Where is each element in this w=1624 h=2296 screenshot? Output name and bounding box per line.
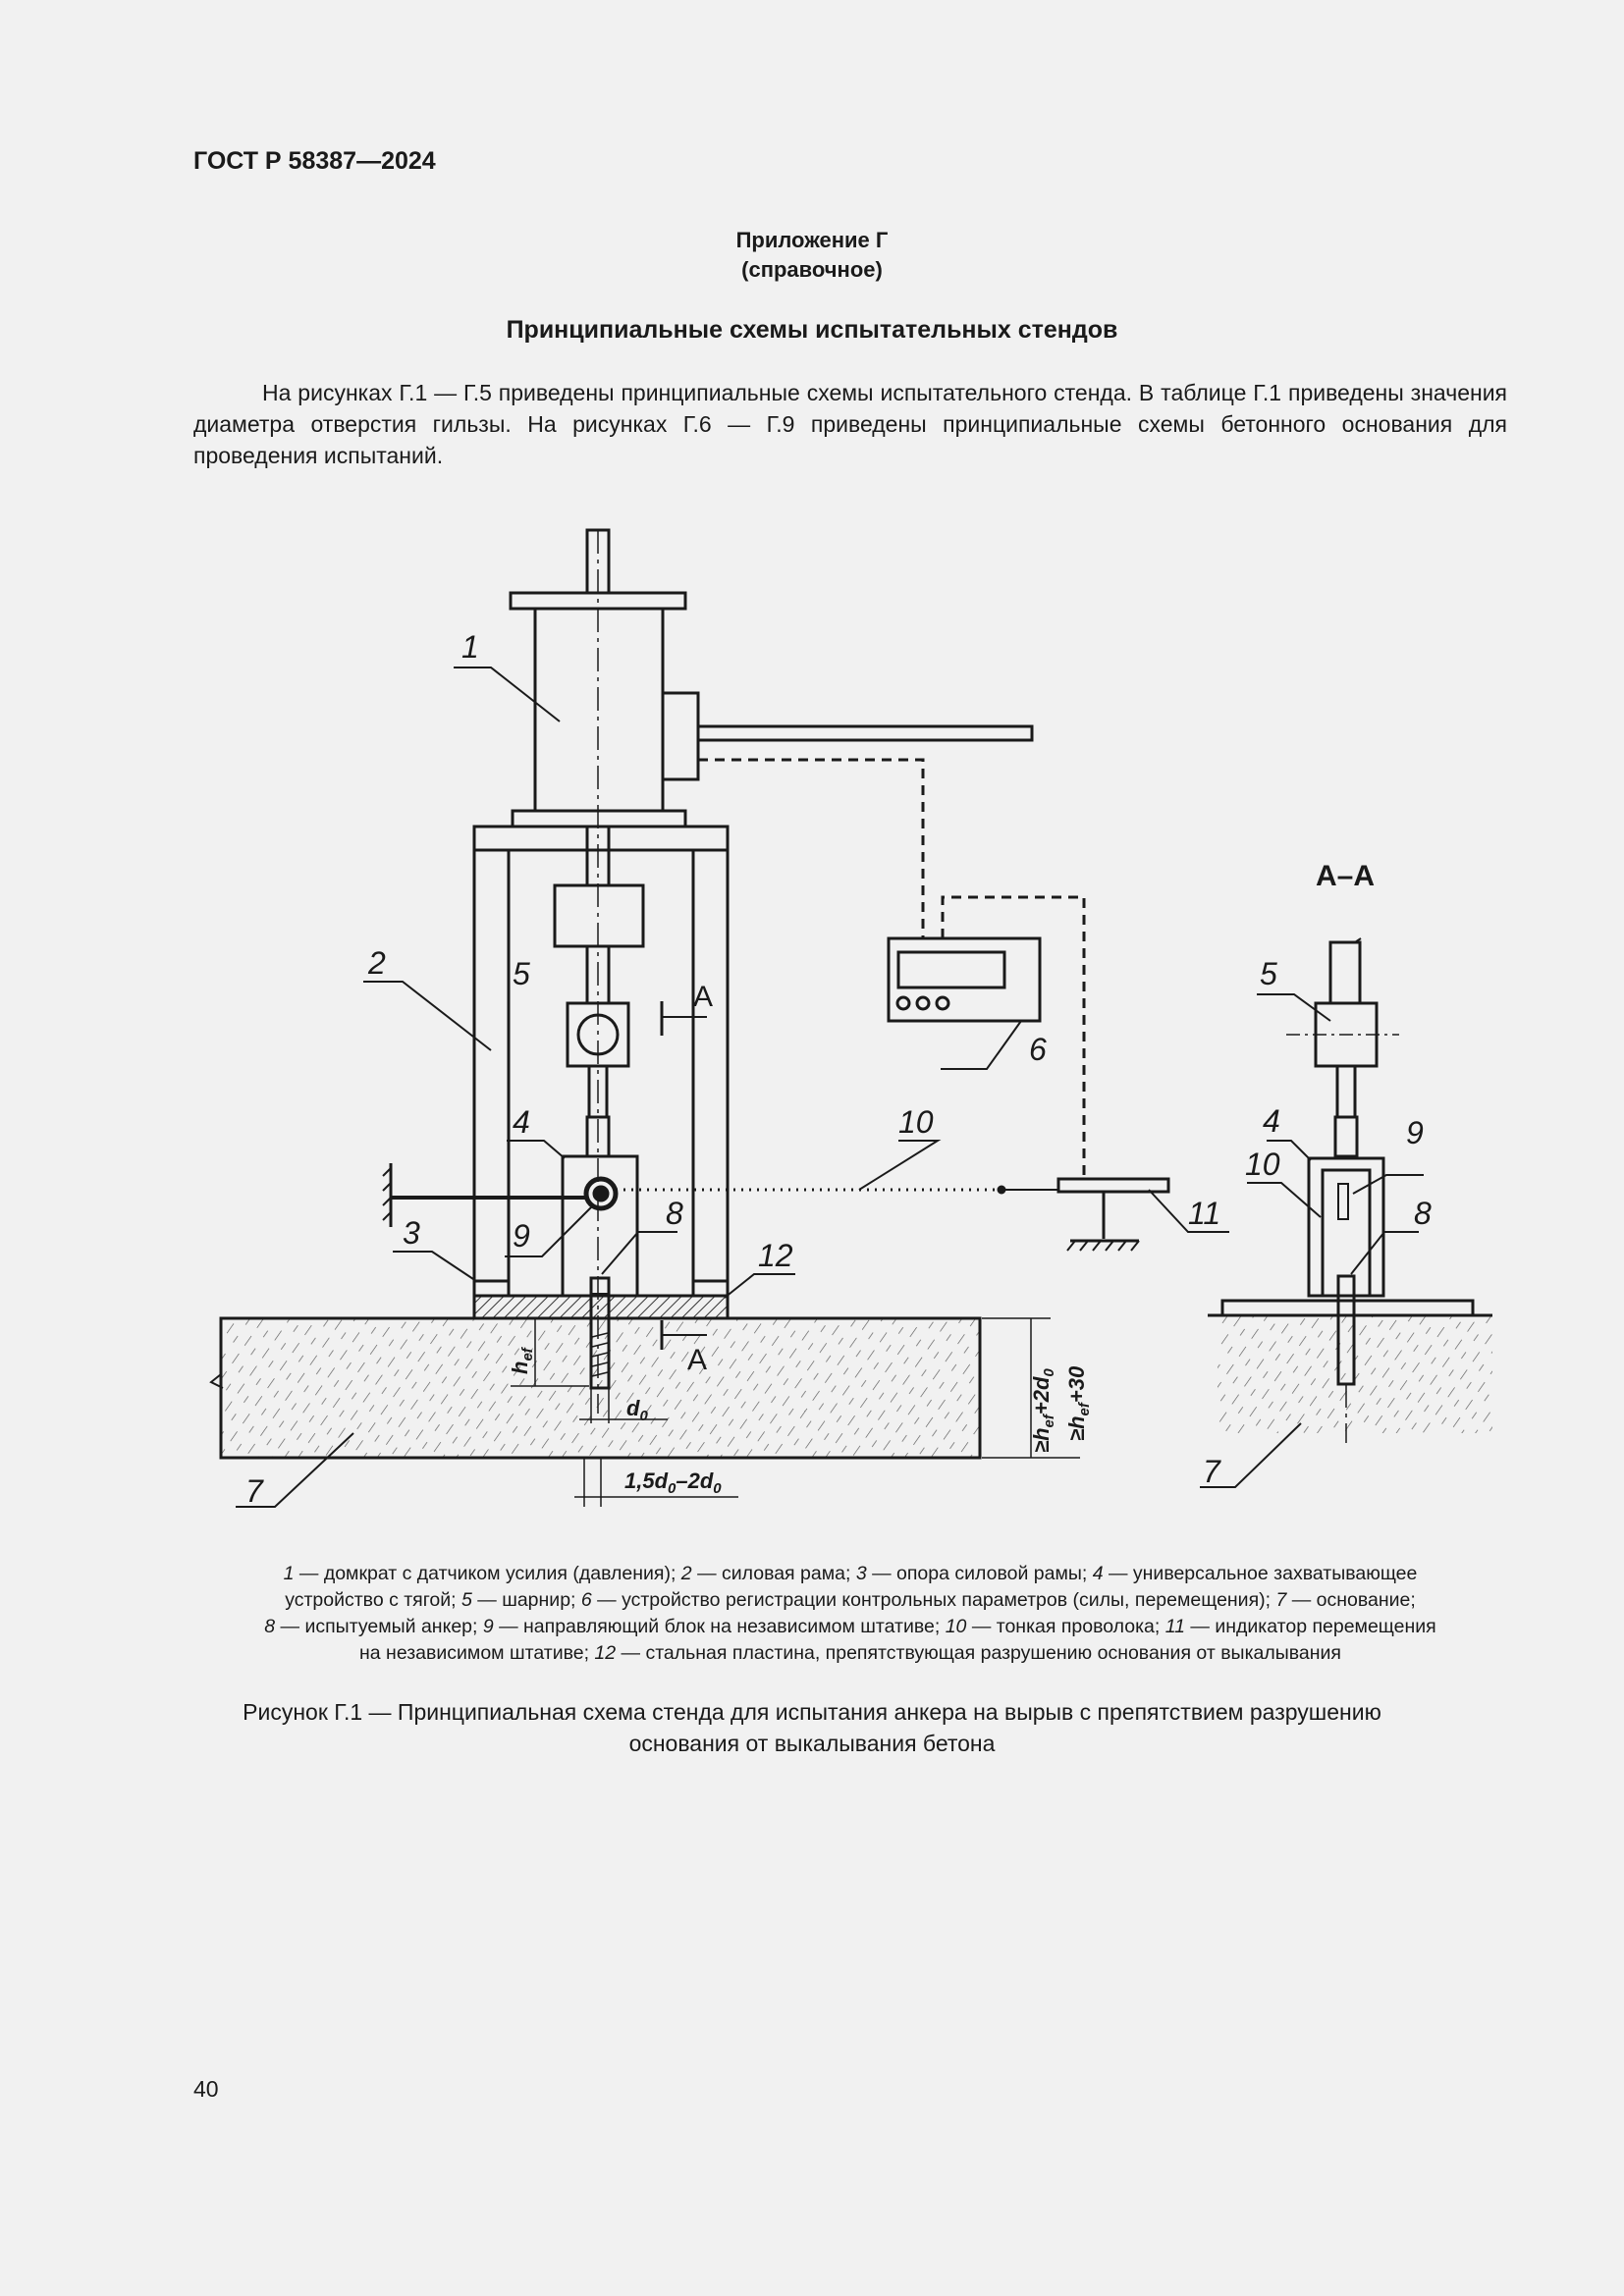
main-view <box>211 530 1229 1507</box>
legend-item-text: — опора силовой рамы; <box>866 1563 1093 1584</box>
page-number: 40 <box>193 2076 219 2102</box>
section-label-7: 7 <box>1203 1454 1220 1489</box>
test-stand-diagram <box>0 510 1624 1531</box>
dim-d0: $d_0$ <box>626 1396 648 1424</box>
section-plate <box>1222 1301 1473 1315</box>
label-5: 5 <box>513 956 530 991</box>
dim-spacing: $1,5d_0-2d_0$ <box>624 1468 722 1497</box>
section-label-10: 10 <box>1245 1147 1280 1182</box>
legend-item-number: 9 <box>482 1616 494 1637</box>
figure-legend <box>193 1561 1507 1667</box>
legend-item-text: — тонкая проволока; <box>966 1616 1165 1637</box>
coupling-block <box>555 885 643 946</box>
legend-item-number: 4 <box>1092 1563 1104 1584</box>
label-7: 7 <box>245 1473 263 1509</box>
legend-item-text: — основание; <box>1286 1589 1416 1611</box>
legend-item-text: устройство с тягой; <box>285 1589 461 1611</box>
label-3: 3 <box>403 1215 420 1251</box>
legend-line <box>193 1587 1507 1614</box>
legend-item-text: — домкрат с датчиком усилия (давления); <box>294 1563 681 1584</box>
dim-depth-b: $\ge h_{ef}+30$ <box>1064 1365 1093 1441</box>
legend-item-number: 1 <box>283 1563 295 1584</box>
legend-item-number: 6 <box>580 1589 592 1611</box>
jack-side-box <box>663 693 698 779</box>
section-mark-a-bottom: A <box>687 1344 708 1376</box>
frame-post-right <box>693 850 728 1281</box>
legend-item-number: 5 <box>461 1589 472 1611</box>
legend-item-number: 12 <box>594 1642 617 1664</box>
label-2: 2 <box>368 945 386 981</box>
label-9: 9 <box>513 1218 530 1254</box>
annex-title: Приложение Г <box>735 228 889 252</box>
legend-item-text: — шарнир; <box>471 1589 581 1611</box>
legend-item-number: 3 <box>855 1563 867 1584</box>
caption-line-2: основания от выкалывания бетона <box>628 1731 996 1756</box>
frame-top-bar <box>474 827 728 850</box>
frame-support-right <box>693 1281 728 1296</box>
legend-item-text: — силовая рама; <box>691 1563 856 1584</box>
dim-hef: $h_{ef}$ <box>508 1348 536 1374</box>
legend-item-text: — индикатор перемещения <box>1185 1616 1436 1637</box>
legend-item-number: 8 <box>264 1616 276 1637</box>
label-4: 4 <box>513 1104 530 1140</box>
section-label-4: 4 <box>1263 1103 1280 1139</box>
jack-bottom-plate <box>513 811 685 827</box>
legend-line <box>193 1640 1507 1667</box>
section-mark-a-top: A <box>693 981 714 1013</box>
dim-depth-a: $\ge h_{ef}+2d_0$ <box>1029 1368 1057 1453</box>
label-10: 10 <box>898 1104 934 1140</box>
jack-body <box>535 609 663 811</box>
label-12: 12 <box>758 1238 793 1273</box>
frame-support-left <box>474 1281 509 1296</box>
recorder-display <box>898 952 1004 988</box>
displacement-indicator <box>1058 1179 1168 1192</box>
figure-caption <box>0 1696 1624 1759</box>
legend-item-text: — стальная пластина, препятствующая разрушению основания от выкалывания <box>616 1642 1341 1664</box>
legend-item-number: 10 <box>945 1616 967 1637</box>
section-title: Принципиальные схемы испытательных стендов <box>506 316 1118 344</box>
legend-item-text: — испытуемый анкер; <box>275 1616 483 1637</box>
intro-paragraph: На рисунках Г.1 — Г.5 приведены принципиальные схемы испытательного стенда. В таблице Г.1 приведены значения диаметра отверстия гильзы. На рисунках Г.6 — Г.9 приведены принципиальные схемы бетонного основания для проведения испытаний. <box>193 380 1507 468</box>
section-label-5: 5 <box>1260 956 1277 991</box>
jack-handle <box>698 726 1032 740</box>
section-view-title: A–A <box>1316 860 1376 892</box>
legend-item-number: 11 <box>1164 1616 1185 1637</box>
label-8: 8 <box>666 1196 683 1231</box>
legend-line <box>193 1561 1507 1587</box>
label-11: 11 <box>1188 1196 1221 1231</box>
document-code: ГОСТ Р 58387—2024 <box>193 147 436 175</box>
steel-plate <box>474 1296 728 1318</box>
frame-post-left <box>474 850 509 1281</box>
legend-item-text: — универсальное захватывающее <box>1103 1563 1418 1584</box>
section-label-8: 8 <box>1414 1196 1432 1231</box>
legend-item-text: — устройство регистрации контрольных параметров (силы, перемещения); <box>591 1589 1276 1611</box>
section-view <box>1200 938 1492 1487</box>
legend-item-text: на независимом штативе; <box>359 1642 595 1664</box>
legend-line <box>193 1614 1507 1640</box>
legend-item-number: 2 <box>680 1563 692 1584</box>
label-6: 6 <box>1029 1032 1047 1067</box>
annex-heading <box>0 226 1624 285</box>
legend-item-number: 7 <box>1275 1589 1287 1611</box>
label-1: 1 <box>461 629 479 665</box>
legend-item-text: — направляющий блок на независимом штативе; <box>493 1616 946 1637</box>
annex-subtitle: (справочное) <box>741 257 883 282</box>
section-label-9: 9 <box>1406 1115 1424 1150</box>
caption-line-1: Рисунок Г.1 — Принципиальная схема стенда для испытания анкера на вырыв с препятствием разрушению <box>243 1699 1381 1725</box>
